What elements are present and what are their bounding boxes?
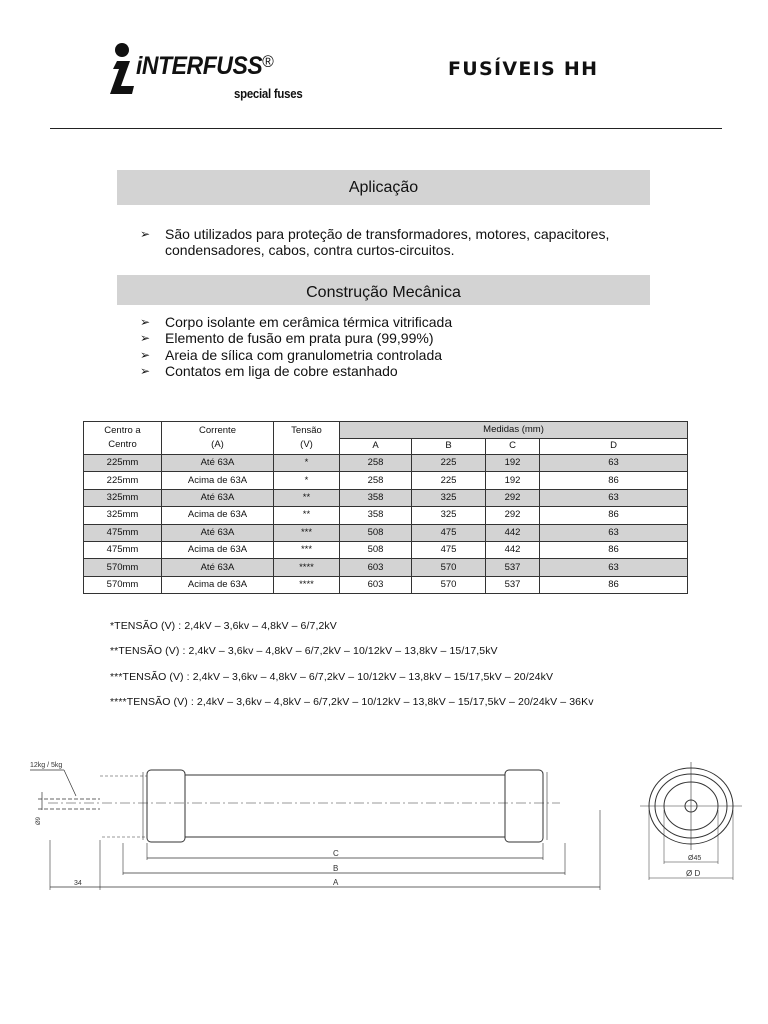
cell: 358 xyxy=(340,489,412,506)
cell: 325 xyxy=(412,489,486,506)
cell: 475 xyxy=(412,541,486,558)
list-item: ➢ Contatos em liga de cobre estanhado xyxy=(140,362,398,379)
cell: 325mm xyxy=(84,489,162,506)
header-c: C xyxy=(486,438,540,455)
cell: 225 xyxy=(412,472,486,489)
cell: 475mm xyxy=(84,524,162,541)
fuse-technical-drawing xyxy=(0,740,768,900)
cell: 508 xyxy=(340,541,412,558)
cell: 442 xyxy=(486,541,540,558)
table-row xyxy=(84,507,688,524)
voltage-note: **TENSÃO (V) : 2,4kV – 3,6kv – 4,8kV – 6/7,2kV – 10/12kV – 13,8kV – 15/17,5kV xyxy=(110,645,498,658)
cell: 86 xyxy=(540,576,688,593)
cell: 63 xyxy=(540,559,688,576)
list-item: ➢ Areia de sílica com granulometria controlada xyxy=(140,346,443,363)
list-item: ➢ Corpo isolante em cerâmica térmica vitrificada xyxy=(140,314,453,330)
pin-diameter-label: Ø9 xyxy=(36,816,42,825)
document-title: FUSÍVEIS HH xyxy=(448,58,599,80)
cell: 258 xyxy=(340,472,412,489)
cell: 537 xyxy=(486,576,540,593)
arrow-bullet-icon: ➢ xyxy=(140,363,151,378)
cell: 63 xyxy=(540,524,688,541)
cell: Até 63A xyxy=(162,489,274,506)
header-corrente: Corrente (A) xyxy=(162,422,274,455)
diameter-d-label: Ø D xyxy=(686,869,701,878)
arrow-bullet-icon: ➢ xyxy=(140,347,151,362)
voltage-notes xyxy=(110,620,594,721)
cell: 292 xyxy=(486,507,540,524)
table-row xyxy=(84,541,688,558)
cell: 86 xyxy=(540,541,688,558)
header-d: D xyxy=(540,438,688,455)
cell: 570mm xyxy=(84,576,162,593)
voltage-note: ****TENSÃO (V) : 2,4kV – 3,6kv – 4,8kV – 6/7,2kV – 10/12kV – 13,8kV – 15/17,5kV – 20/24kV – 36Kv xyxy=(110,695,594,708)
cell: 63 xyxy=(540,455,688,472)
construcao-list xyxy=(140,314,640,379)
section-heading-aplicacao: Aplicação xyxy=(117,170,650,205)
table-row xyxy=(84,559,688,576)
dimension-c-label: C xyxy=(333,849,339,858)
cell: *** xyxy=(274,541,340,558)
arrow-bullet-icon: ➢ xyxy=(140,315,151,329)
table-row xyxy=(84,455,688,472)
dimensions-table xyxy=(83,421,688,594)
table-row xyxy=(84,489,688,506)
cell: 358 xyxy=(340,507,412,524)
diameter-45-label: Ø45 xyxy=(688,855,702,862)
table-row xyxy=(84,472,688,489)
cell: 325 xyxy=(412,507,486,524)
header-b: B xyxy=(412,438,486,455)
table-row xyxy=(84,576,688,593)
header-medidas: Medidas (mm) xyxy=(340,422,688,439)
cell: **** xyxy=(274,576,340,593)
cell: 570 xyxy=(412,559,486,576)
cell: Até 63A xyxy=(162,524,274,541)
header-a: A xyxy=(340,438,412,455)
force-label: 12kg / 5kg xyxy=(30,762,63,769)
voltage-note: ***TENSÃO (V) : 2,4kV – 3,6kv – 4,8kV – 6/7,2kV – 10/12kV – 13,8kV – 15/17,5kV – 20/24kV xyxy=(110,670,554,683)
cell: Até 63A xyxy=(162,455,274,472)
cell: Acima de 63A xyxy=(162,507,274,524)
cell: 475 xyxy=(412,524,486,541)
cell: Acima de 63A xyxy=(162,472,274,489)
logo-tagline: special fuses xyxy=(234,86,303,101)
cell: 442 xyxy=(486,524,540,541)
cell: 508 xyxy=(340,524,412,541)
cell: 86 xyxy=(540,472,688,489)
cell: Acima de 63A xyxy=(162,541,274,558)
list-item: ➢ São utilizados para proteção de transformadores, motores, capacitores, condensadores, cabos, contra curtos-circuitos. xyxy=(140,226,610,259)
dimension-34-label: 34 xyxy=(74,880,82,887)
cell: 603 xyxy=(340,576,412,593)
dimension-a-label: A xyxy=(333,878,339,887)
cell: 570mm xyxy=(84,559,162,576)
header-tensao: Tensão (V) xyxy=(274,422,340,455)
arrow-bullet-icon: ➢ xyxy=(140,331,151,346)
cell: *** xyxy=(274,524,340,541)
cell: 258 xyxy=(340,455,412,472)
cell: 292 xyxy=(486,489,540,506)
cell: 63 xyxy=(540,489,688,506)
table-row xyxy=(84,524,688,541)
section-heading-construcao: Construção Mecânica xyxy=(117,275,650,305)
logo-brand: iNTERFUSS® xyxy=(136,52,274,80)
cell: 225 xyxy=(412,455,486,472)
cell: **** xyxy=(274,559,340,576)
aplicacao-list xyxy=(140,226,640,259)
cell: * xyxy=(274,455,340,472)
cell: 537 xyxy=(486,559,540,576)
cell: 192 xyxy=(486,455,540,472)
logo-i-icon xyxy=(108,42,138,104)
arrow-bullet-icon: ➢ xyxy=(140,227,151,241)
dimension-b-label: B xyxy=(333,864,339,873)
cell: ** xyxy=(274,507,340,524)
cell: 225mm xyxy=(84,455,162,472)
cell: 570 xyxy=(412,576,486,593)
voltage-note: *TENSÃO (V) : 2,4kV – 3,6kv – 4,8kV – 6/7,2kV xyxy=(110,620,337,632)
cell: 86 xyxy=(540,507,688,524)
cell: Até 63A xyxy=(162,559,274,576)
cell: ** xyxy=(274,489,340,506)
header-divider xyxy=(50,128,722,129)
cell: 225mm xyxy=(84,472,162,489)
cell: 325mm xyxy=(84,507,162,524)
cell: 475mm xyxy=(84,541,162,558)
header-centro: Centro a Centro xyxy=(84,422,162,455)
cell: * xyxy=(274,472,340,489)
cell: 603 xyxy=(340,559,412,576)
cell: Acima de 63A xyxy=(162,576,274,593)
company-logo xyxy=(108,42,303,104)
cell: 192 xyxy=(486,472,540,489)
list-item: ➢ Elemento de fusão em prata pura (99,99%) xyxy=(140,330,434,347)
